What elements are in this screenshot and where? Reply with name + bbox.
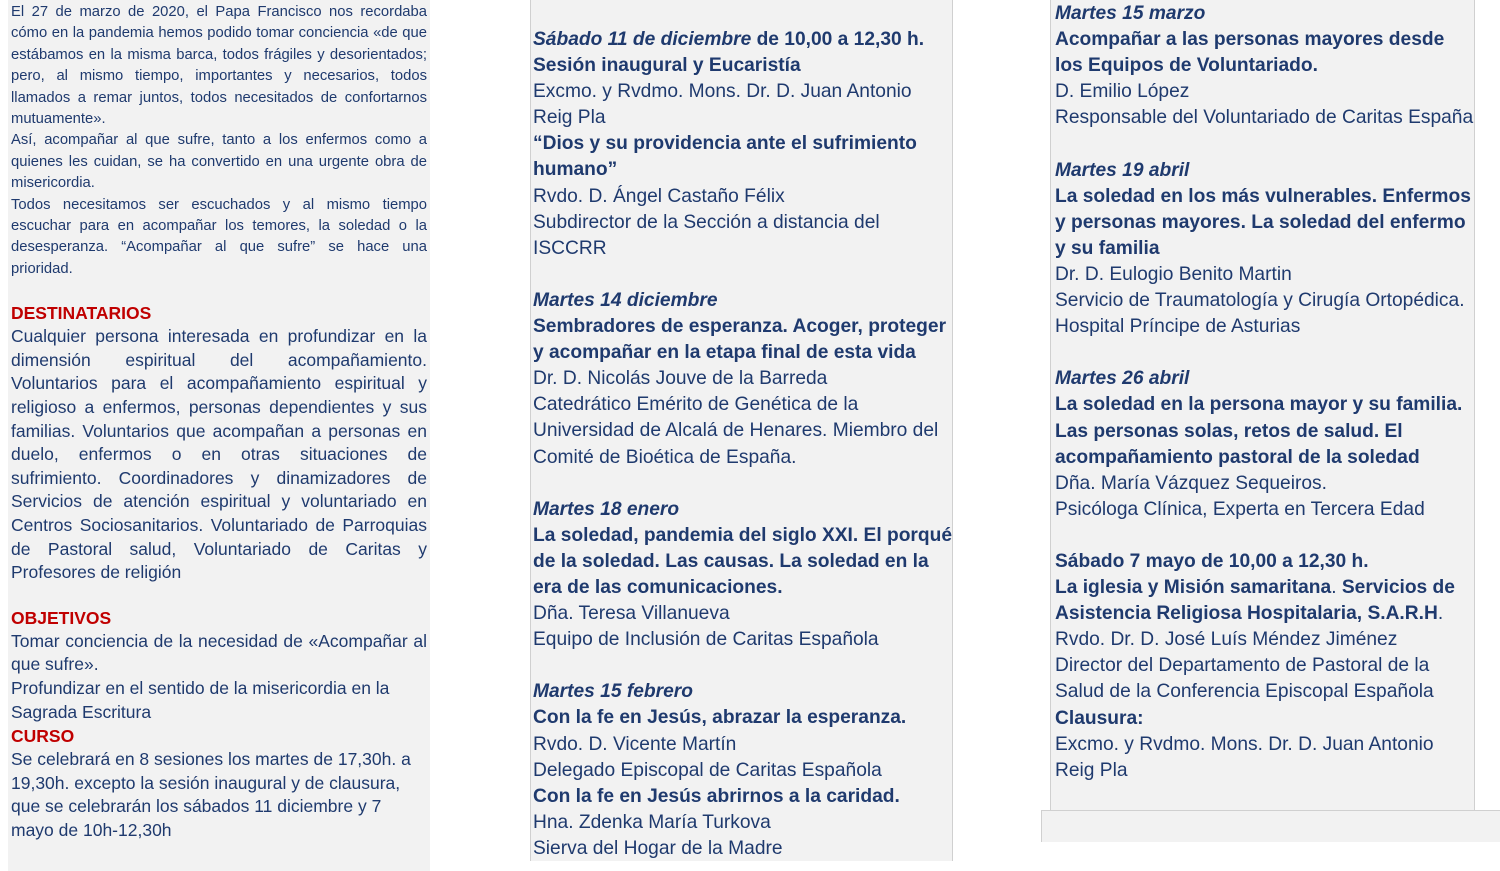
session-5-speaker: D. Emilio López (1055, 81, 1190, 103)
session-3-title: La soledad, pandemia del siglo XXI. El porqué de la soledad. Las causas. La soledad en la era de las comunicaciones. (533, 524, 953, 598)
session-2-role: Catedrático Emérito de Genética de la Universidad de Alcalá de Henares. Miembro del Comité de Bioética de España. (533, 394, 939, 468)
intro-paragraph-2: Así, acompañar al que sufre, tanto a los enfermos como a quienes les cuidan, se ha convertido en una urgente obra de misericordia. (11, 132, 427, 192)
right-column-footer-panel (1041, 810, 1500, 842)
closing-speaker: Excmo. y Rvdmo. Mons. Dr. D. Juan Antonio Reig Pla (1055, 733, 1434, 781)
right-column-text (1055, 1, 1475, 784)
session-6-role-2: Hospital Príncipe de Asturias (1055, 316, 1301, 338)
intro-paragraph-1: El 27 de marzo de 2020, el Papa Francisco nos recordaba cómo en la pandemia hemos podido tomar conciencia «de que estábamos en la misma barca, todos frágiles y desorientados; pero, al mismo tiempo, importantes y necesarios, todos llamados a remar juntos, todos necesitados de confortarnos mutuamente». (11, 4, 427, 128)
session-4-date: Martes 15 febrero (533, 681, 693, 703)
session-5-role: Responsable del Voluntariado de Caritas España (1055, 107, 1474, 129)
session-8-title: La iglesia y Misión samaritana. Servicios de Asistencia Religiosa Hospitalaria, S.A.R.H. (1055, 577, 1455, 625)
session-7-title: La soledad en la persona mayor y su familia. Las personas solas, retos de salud. El acompañamiento pastoral de la soledad (1055, 394, 1463, 468)
closing-label: Clausura: (1055, 707, 1144, 729)
session-8-speaker: Rvdo. Dr. D. José Luís Méndez Jiménez (1055, 629, 1398, 651)
intro-paragraph-3: Todos necesitamos ser escuchados y al mismo tiempo escuchar para en acompañar los temores, la soledad o la desesperanza. “Acompañar al que sufre” se hace una prioridad. (11, 196, 427, 277)
session-4-role-1: Delegado Episcopal de Caritas Española (533, 759, 882, 781)
session-8-date: Sábado 7 mayo de 10,00 a 12,30 h. (1055, 550, 1369, 572)
session-8-role: Director del Departamento de Pastoral de la Salud de la Conferencia Episcopal Española (1055, 655, 1434, 703)
session-5-title: Acompañar a las personas mayores desde los Equipos de Voluntariado. (1055, 29, 1445, 77)
session-4-role-2: Sierva del Hogar de la Madre (533, 837, 783, 859)
session-6-role-1: Servicio de Traumatología y Cirugía Ortopédica. (1055, 290, 1465, 312)
middle-column-text (533, 27, 953, 862)
session-4-title-1: Con la fe en Jesús, abrazar la esperanza. (533, 707, 907, 729)
destinatarios-heading: DESTINATARIOS (11, 303, 152, 324)
session-4-speaker-1: Rvdo. D. Vicente Martín (533, 733, 737, 755)
session-1-speaker: Excmo. y Rvdmo. Mons. Dr. D. Juan Antonio Reig Pla (533, 81, 912, 129)
objetivo-2: Profundizar en el sentido de la misericordia en la Sagrada Escritura (11, 678, 390, 722)
objetivo-1: Tomar conciencia de la necesidad de «Acompañar al que sufre». (11, 630, 427, 675)
session-3-date: Martes 18 enero (533, 498, 680, 520)
session-2-title: Sembradores de esperanza. Acoger, proteger y acompañar en la etapa final de esta vida (533, 316, 947, 364)
session-5-date: Martes 15 marzo (1055, 3, 1206, 24)
session-1-role-2: Subdirector de la Sección a distancia del ISCCRR (533, 211, 880, 259)
session-7-speaker: Dña. María Vázquez Sequeiros. (1055, 472, 1327, 494)
session-1-title: Sesión inaugural y Eucaristía (533, 55, 801, 77)
session-1-talk: “Dios y su providencia ante el sufrimiento humano” (533, 133, 917, 181)
session-2-speaker: Dr. D. Nicolás Jouve de la Barreda (533, 368, 828, 390)
session-7-date: Martes 26 abril (1055, 368, 1190, 390)
left-column-text (11, 2, 427, 843)
session-7-role: Psicóloga Clínica, Experta en Tercera Edad (1055, 498, 1425, 520)
session-6-speaker: Dr. D. Eulogio Benito Martin (1055, 263, 1292, 285)
curso-text: Se celebrará en 8 sesiones los martes de 17,30h. a 19,30h. excepto la sesión inaugural y de clausura, que se celebrarán los sábados 11 diciembre y 7 mayo de 10h-12,30h (11, 749, 411, 840)
session-1-speaker-2: Rvdo. D. Ángel Castaño Félix (533, 185, 785, 207)
session-1-heading: Sábado 11 de diciembre de 10,00 a 12,30 h. (533, 29, 925, 50)
curso-heading: CURSO (11, 726, 75, 747)
session-4-title-2: Con la fe en Jesús abrirnos a la caridad. (533, 785, 900, 807)
session-2-date: Martes 14 diciembre (533, 289, 718, 311)
session-3-speaker: Dña. Teresa Villanueva (533, 603, 730, 625)
session-3-role: Equipo de Inclusión de Caritas Española (533, 629, 879, 651)
objetivos-heading: OBJETIVOS (11, 607, 112, 628)
destinatarios-text: Cualquier persona interesada en profundizar en la dimensión espiritual del acompañamiento. Voluntarios para el acompañamiento espiritual y religioso a enfermos, personas dependientes y sus familias. Voluntarios que acompañan a personas en duelo, enfermos o en otras situaciones de sufrimiento. Coordinadores y dinamizadores de Servicios de atención espiritual y voluntariado en Centros Sociosanitarios. Voluntariado de Parroquias de Pastoral salud, Voluntariado de Caritas y Profesores de religión (11, 326, 427, 583)
session-4-speaker-2: Hna. Zdenka María Turkova (533, 811, 771, 833)
session-6-date: Martes 19 abril (1055, 159, 1190, 181)
session-6-title: La soledad en los más vulnerables. Enfermos y personas mayores. La soledad del enfermo y su familia (1055, 185, 1471, 259)
